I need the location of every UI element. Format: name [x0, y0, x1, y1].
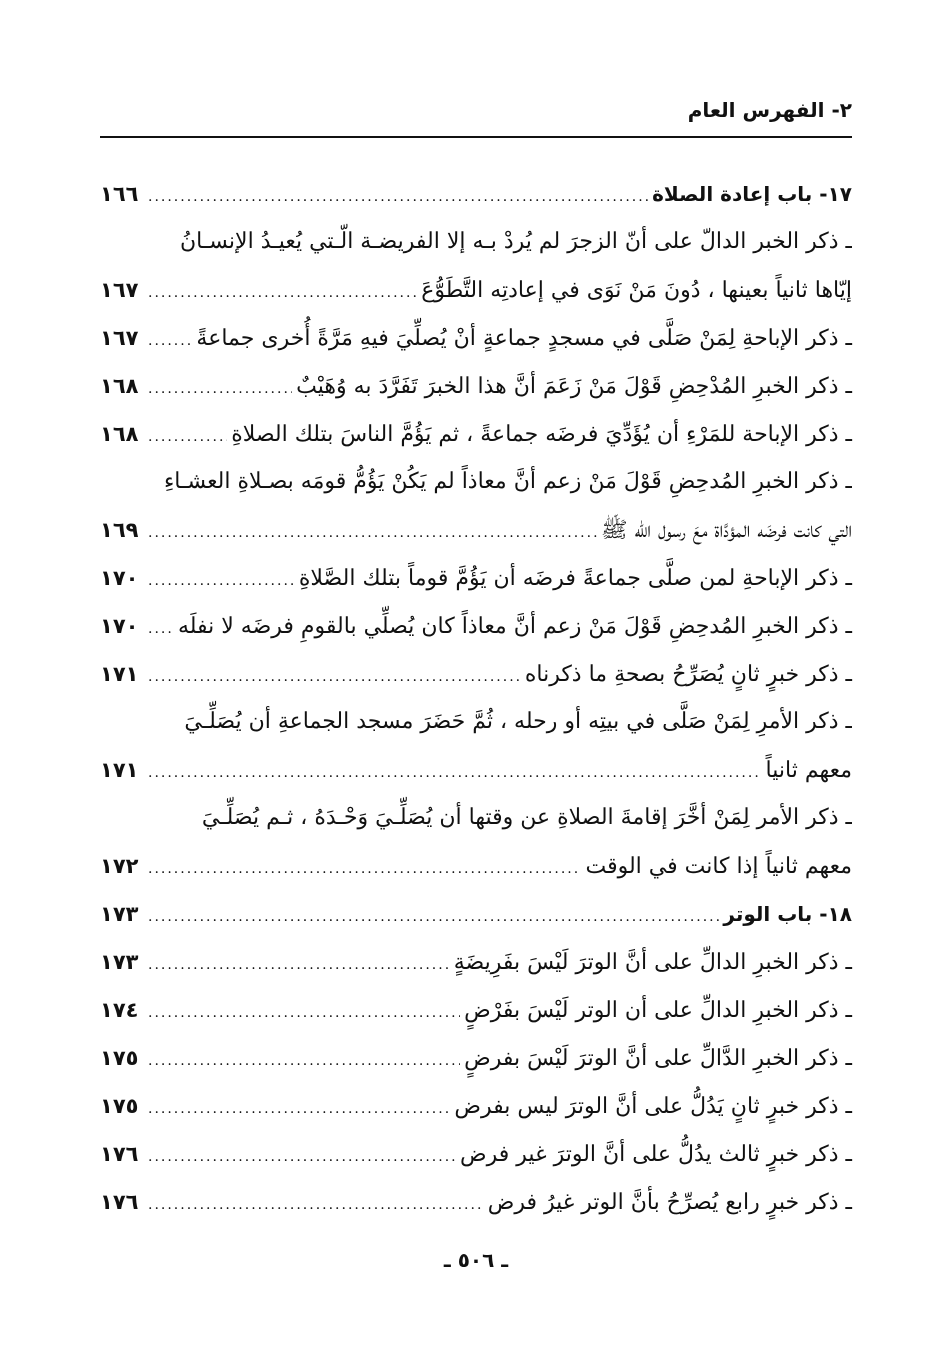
dot-leader — [148, 749, 762, 797]
toc-entry-text: التي كانت فرضَه المؤدَّاة معَ رسول اللّه ﷺ — [600, 518, 852, 543]
toc-entry — [100, 1082, 852, 1130]
toc-chapter-heading — [100, 170, 852, 218]
toc-entry-line — [100, 314, 852, 362]
toc-entry-text: ـ ذكر خبرٍ ثالث يدُلُّ على أنَّ الوترَ غير فرض — [460, 1142, 852, 1167]
toc-page-number: ١٧٣ — [100, 950, 139, 974]
toc-entry-text: ـ ذكر الأمرِ لِمَنْ صَلَّى في بيتِه أو رحله ، ثُمَّ حَضَرَ مسجد الجماعةِ أن يُصَلِّـيَ — [184, 709, 852, 734]
toc-entry-text: ـ ذكر الإباحةِ لِمَنْ صَلَّى في مسجدٍ جماعةٍ أنْ يُصلِّيَ فيهِ مَرَّةً أُخرى جماعةً — [196, 326, 852, 351]
dot-leader — [148, 509, 597, 557]
toc-entry-text: ـ ذكر خبرٍ رابع يُصرِّحُ بأنَّ الوتر غيرُ فرض — [487, 1190, 852, 1215]
toc-entry-text: ـ ذكر خبرٍ ثانٍ يَدُلُّ على أنَّ الوترَ ليس بفرض — [454, 1094, 852, 1119]
dot-leader — [148, 1133, 456, 1181]
toc-entry — [100, 986, 852, 1034]
header-rule — [100, 136, 852, 138]
dot-leader — [148, 1037, 460, 1085]
dot-leader — [148, 605, 174, 653]
toc-entry-line — [100, 506, 852, 554]
toc-entry-text: معهم ثانياً — [765, 758, 852, 783]
toc-entry-text: ـ ذكر الأمر لِمَنْ أخَّرَ إقامةَ الصلاةِ عن وقتها أن يُصَلِّـيَ وَحْـدَهُ ، ثـم يُصَلِّـيَ — [201, 805, 852, 830]
toc-page-number: ١٧٦ — [100, 1142, 139, 1166]
toc-entry-text: ـ ذكر الخبرِ الدالِّ على أن الوتر لَيْسَ بفَرْضٍ — [464, 998, 852, 1023]
toc-entry-text: ـ ذكر الخبرِ المُدحِضِ قَوْلَ مَنْ زعم أنَّ معاذاً كان يُصلِّي بالقومِ فرضَه لا نفلَه — [177, 614, 852, 639]
toc-entry-line — [100, 1130, 852, 1178]
toc-entry-line — [100, 650, 852, 698]
toc-page-number: ١٧٠ — [100, 614, 139, 638]
toc-entry-text: إيّاها ثانياً بعينها ، دُونَ مَنْ نَوَى في إعادتِه التَّطَوُّعَ — [421, 278, 852, 303]
toc-page-number: ١٧٢ — [100, 854, 139, 878]
dot-leader — [148, 845, 581, 893]
toc-entry-line — [100, 1034, 852, 1082]
toc-page-number: ١٧٠ — [100, 566, 139, 590]
page-number: ـ ٥٠٦ ـ — [443, 1248, 509, 1272]
toc-page-number: ١٧٤ — [100, 998, 139, 1022]
toc-entry-line — [100, 746, 852, 794]
toc-page-number: ١٦٨ — [100, 422, 139, 446]
toc-page-number: ١٧٣ — [100, 902, 139, 926]
toc-entry-text: ١٨- باب الوتر — [723, 902, 852, 926]
toc-entry — [100, 1130, 852, 1178]
toc-entry-text: ـ ذكر الإباحةِ لمن صلَّى جماعةً فرضَه أن يَؤُمَّ قوماً بتلك الصَّلاةِ — [298, 566, 852, 591]
toc-entry-text: معهم ثانياً إذا كانت في الوقت — [585, 854, 852, 879]
toc-entry-text: ـ ذكر الخبرِ المُدحِضِ قَوْلَ مَنْ زعم أنَّ معاذاً لم يَكُنْ يَؤُمُّ قومَه بصـلاةِ العشـاءِ — [163, 469, 852, 494]
toc-entry — [100, 938, 852, 986]
toc-entry — [100, 218, 852, 314]
toc-entry-text: ـ ذكر خبرٍ ثانٍ يُصَرِّحُ بصحةِ ما ذكرناه — [524, 662, 852, 687]
toc-entry-line — [100, 794, 852, 842]
dot-leader — [148, 557, 295, 605]
dot-leader — [148, 1181, 484, 1229]
toc-entry-line — [100, 698, 852, 746]
toc-entry — [100, 650, 852, 698]
dot-leader — [148, 365, 292, 413]
toc-entry-line — [100, 266, 852, 314]
dot-leader — [148, 413, 227, 461]
toc-entry-text: ـ ذكر الخبرِ الدَّالِّ على أنَّ الوترَ لَيْسَ بفرضٍ — [464, 1046, 852, 1071]
toc-entry — [100, 362, 852, 410]
dot-leader — [148, 173, 648, 221]
toc-entry-line — [100, 218, 852, 266]
dot-leader — [148, 1085, 450, 1133]
toc-page-number: ١٧٥ — [100, 1046, 139, 1070]
toc-entry-line — [100, 986, 852, 1034]
table-of-contents — [100, 170, 852, 1226]
toc-entry — [100, 554, 852, 602]
toc-entry — [100, 698, 852, 794]
dot-leader — [148, 269, 417, 317]
dot-leader — [148, 941, 450, 989]
toc-page-number: ١٦٧ — [100, 326, 139, 350]
toc-entry-line — [100, 362, 852, 410]
toc-entry-text: ١٧- باب إعادة الصلاة — [652, 182, 852, 206]
toc-entry-line — [100, 938, 852, 986]
dot-leader — [148, 989, 460, 1037]
toc-entry-line — [100, 890, 852, 938]
toc-entry — [100, 458, 852, 554]
toc-page-number: ١٧١ — [100, 758, 139, 782]
toc-page-number: ١٧١ — [100, 662, 139, 686]
toc-entry-text: ـ ذكر الخبرِ المُدْحِضِ قَوْلَ مَنْ زَعَمَ أنَّ هذا الخبرَ تَفَرَّدَ به وُهَيْبٌ — [296, 374, 852, 399]
dot-leader — [148, 893, 719, 941]
toc-entry — [100, 410, 852, 458]
toc-entry-line — [100, 458, 852, 506]
toc-entry-text: ـ ذكر الخبرِ الدالِّ على أنَّ الوترَ لَيْسَ بفَرِيضَةٍ — [453, 950, 852, 975]
toc-chapter-heading — [100, 890, 852, 938]
toc-entry-line — [100, 1082, 852, 1130]
toc-entry-line — [100, 554, 852, 602]
toc-entry — [100, 602, 852, 650]
toc-entry-line — [100, 842, 852, 890]
dot-leader — [148, 317, 192, 365]
toc-entry — [100, 1034, 852, 1082]
toc-entry-text: ـ ذكر الإباحة للمَرْءِ أن يُؤَدِّيَ فرضَه جماعةً ، ثم يَؤُمَّ الناسَ بتلك الصلاةِ — [231, 422, 852, 447]
toc-entry-text: ـ ذكر الخبر الدالّ على أنّ الزجرَ لم يُردْ بـه إلا الفريضـة الّـتي يُعيـدُ الإنسـانُ — [180, 229, 852, 254]
toc-page-number: ١٧٦ — [100, 1190, 139, 1214]
toc-entry-line — [100, 602, 852, 650]
toc-entry — [100, 794, 852, 890]
toc-entry-line — [100, 170, 852, 218]
toc-page-number: ١٦٩ — [100, 518, 139, 542]
toc-page-number: ١٦٧ — [100, 278, 139, 302]
dot-leader — [148, 653, 521, 701]
running-header-title: ٢- الفهرس العام — [687, 98, 852, 122]
toc-page-number: ١٧٥ — [100, 1094, 139, 1118]
toc-entry-line — [100, 410, 852, 458]
toc-page-number: ١٦٦ — [100, 182, 139, 206]
toc-entry — [100, 1178, 852, 1226]
toc-entry-line — [100, 1178, 852, 1226]
toc-page-number: ١٦٨ — [100, 374, 139, 398]
toc-entry — [100, 314, 852, 362]
